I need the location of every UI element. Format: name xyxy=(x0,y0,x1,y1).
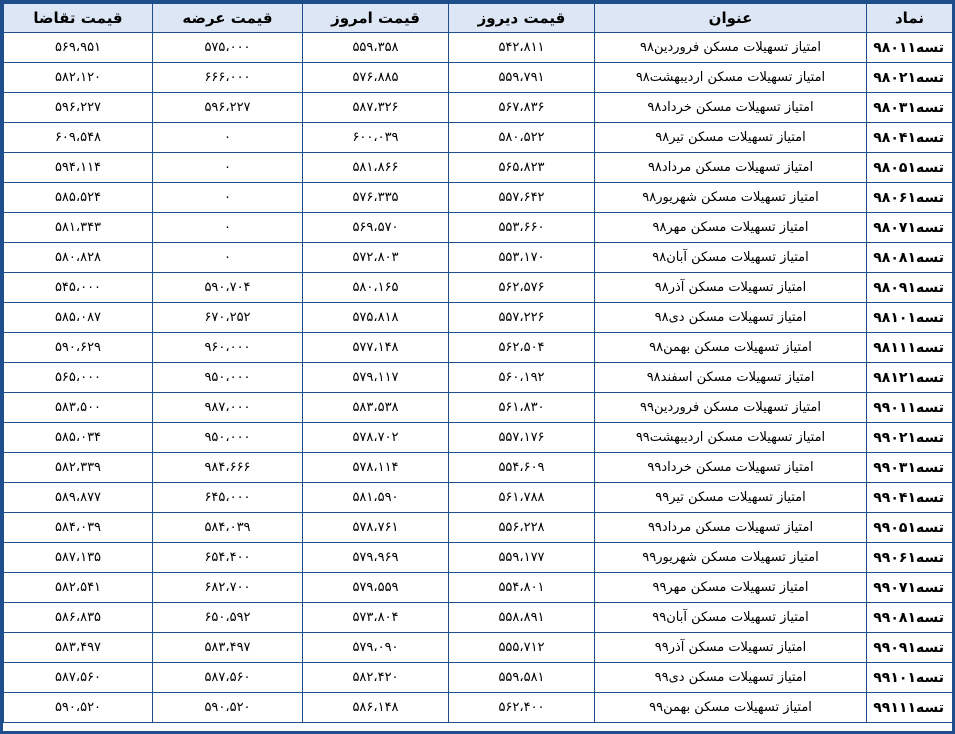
cell-title: امتیاز تسهیلات مسکن دی۹۹ xyxy=(595,663,867,693)
cell-title: امتیاز تسهیلات مسکن آبان۹۹ xyxy=(595,603,867,633)
cell-title: امتیاز تسهیلات مسکن دی۹۸ xyxy=(595,303,867,333)
header-ask-price: قیمت عرضه xyxy=(153,4,303,33)
table-row xyxy=(4,93,953,123)
cell-symbol: تسه۹۹۰۵۱ xyxy=(867,513,953,543)
cell-yesterday-price: ۵۵۳،۱۷۰ xyxy=(449,243,595,273)
cell-symbol: تسه۹۸۰۳۱ xyxy=(867,93,953,123)
cell-title: امتیاز تسهیلات مسکن شهریور۹۹ xyxy=(595,543,867,573)
cell-ask-price: ۰ xyxy=(153,243,303,273)
cell-today-price: ۶۰۰،۰۳۹ xyxy=(303,123,449,153)
table-row xyxy=(4,243,953,273)
cell-today-price: ۵۷۹،۱۱۷ xyxy=(303,363,449,393)
cell-today-price: ۵۶۹،۵۷۰ xyxy=(303,213,449,243)
cell-today-price: ۵۸۲،۴۲۰ xyxy=(303,663,449,693)
cell-today-price: ۵۷۲،۸۰۳ xyxy=(303,243,449,273)
cell-ask-price: ۹۵۰،۰۰۰ xyxy=(153,423,303,453)
cell-yesterday-price: ۵۶۷،۸۳۶ xyxy=(449,93,595,123)
cell-yesterday-price: ۵۵۹،۷۹۱ xyxy=(449,63,595,93)
table-row xyxy=(4,393,953,423)
cell-symbol: تسه۹۸۰۵۱ xyxy=(867,153,953,183)
cell-bid-price: ۵۸۳،۵۰۰ xyxy=(4,393,153,423)
cell-yesterday-price: ۵۶۵،۸۲۳ xyxy=(449,153,595,183)
cell-title: امتیاز تسهیلات مسکن بهمن۹۸ xyxy=(595,333,867,363)
cell-today-price: ۵۵۹،۳۵۸ xyxy=(303,33,449,63)
cell-title: امتیاز تسهیلات مسکن مرداد۹۹ xyxy=(595,513,867,543)
cell-yesterday-price: ۵۶۰،۱۹۲ xyxy=(449,363,595,393)
cell-symbol: تسه۹۸۱۱۱ xyxy=(867,333,953,363)
cell-symbol: تسه۹۹۰۸۱ xyxy=(867,603,953,633)
cell-today-price: ۵۷۸،۷۰۲ xyxy=(303,423,449,453)
cell-yesterday-price: ۵۵۶،۲۲۸ xyxy=(449,513,595,543)
header-yesterday-price: قیمت دیروز xyxy=(449,4,595,33)
cell-bid-price: ۵۸۲،۳۳۹ xyxy=(4,453,153,483)
cell-ask-price: ۶۶۶،۰۰۰ xyxy=(153,63,303,93)
cell-symbol: تسه۹۸۰۸۱ xyxy=(867,243,953,273)
cell-yesterday-price: ۵۵۳،۶۶۰ xyxy=(449,213,595,243)
cell-today-price: ۵۷۹،۵۵۹ xyxy=(303,573,449,603)
cell-ask-price: ۵۸۷،۵۶۰ xyxy=(153,663,303,693)
cell-ask-price: ۵۷۵،۰۰۰ xyxy=(153,33,303,63)
cell-bid-price: ۵۸۵،۰۸۷ xyxy=(4,303,153,333)
cell-yesterday-price: ۵۵۵،۷۱۲ xyxy=(449,633,595,663)
cell-title: امتیاز تسهیلات مسکن مرداد۹۸ xyxy=(595,153,867,183)
cell-yesterday-price: ۵۵۷،۱۷۶ xyxy=(449,423,595,453)
cell-yesterday-price: ۵۵۷،۶۴۲ xyxy=(449,183,595,213)
cell-ask-price: ۶۸۲،۷۰۰ xyxy=(153,573,303,603)
cell-ask-price: ۵۹۰،۵۲۰ xyxy=(153,693,303,723)
cell-symbol: تسه۹۹۰۹۱ xyxy=(867,633,953,663)
table-row xyxy=(4,123,953,153)
cell-ask-price: ۰ xyxy=(153,153,303,183)
cell-title: امتیاز تسهیلات مسکن فروردین۹۹ xyxy=(595,393,867,423)
cell-ask-price: ۶۵۰،۵۹۲ xyxy=(153,603,303,633)
header-symbol: نماد xyxy=(867,4,953,33)
cell-bid-price: ۵۸۷،۵۶۰ xyxy=(4,663,153,693)
cell-title: امتیاز تسهیلات مسکن مهر۹۹ xyxy=(595,573,867,603)
cell-symbol: تسه۹۹۰۳۱ xyxy=(867,453,953,483)
cell-ask-price: ۶۷۰،۲۵۲ xyxy=(153,303,303,333)
cell-yesterday-price: ۵۴۲،۸۱۱ xyxy=(449,33,595,63)
table-body xyxy=(4,33,953,723)
table-row xyxy=(4,543,953,573)
cell-title: امتیاز تسهیلات مسکن تیر۹۸ xyxy=(595,123,867,153)
cell-today-price: ۵۸۱،۵۹۰ xyxy=(303,483,449,513)
header-bid-price: قیمت تقاضا xyxy=(4,4,153,33)
cell-yesterday-price: ۵۶۱،۸۳۰ xyxy=(449,393,595,423)
cell-title: امتیاز تسهیلات مسکن آبان۹۸ xyxy=(595,243,867,273)
cell-yesterday-price: ۵۵۹،۱۷۷ xyxy=(449,543,595,573)
cell-ask-price: ۰ xyxy=(153,183,303,213)
cell-bid-price: ۵۹۴،۱۱۴ xyxy=(4,153,153,183)
cell-symbol: تسه۹۹۰۴۱ xyxy=(867,483,953,513)
cell-today-price: ۵۷۷،۱۴۸ xyxy=(303,333,449,363)
cell-bid-price: ۵۶۹،۹۵۱ xyxy=(4,33,153,63)
table-row xyxy=(4,153,953,183)
cell-yesterday-price: ۵۵۸،۸۹۱ xyxy=(449,603,595,633)
table-row xyxy=(4,423,953,453)
cell-bid-price: ۵۸۶،۸۳۵ xyxy=(4,603,153,633)
cell-bid-price: ۵۸۵،۰۳۴ xyxy=(4,423,153,453)
cell-bid-price: ۵۸۳،۴۹۷ xyxy=(4,633,153,663)
cell-today-price: ۵۸۰،۱۶۵ xyxy=(303,273,449,303)
cell-symbol: تسه۹۸۱۰۱ xyxy=(867,303,953,333)
cell-title: امتیاز تسهیلات مسکن اردیبهشت۹۹ xyxy=(595,423,867,453)
cell-title: امتیاز تسهیلات مسکن خرداد۹۹ xyxy=(595,453,867,483)
cell-bid-price: ۵۹۰،۶۲۹ xyxy=(4,333,153,363)
cell-ask-price: ۰ xyxy=(153,213,303,243)
cell-today-price: ۵۸۱،۸۶۶ xyxy=(303,153,449,183)
cell-title: امتیاز تسهیلات مسکن تیر۹۹ xyxy=(595,483,867,513)
cell-today-price: ۵۷۹،۰۹۰ xyxy=(303,633,449,663)
cell-symbol: تسه۹۹۱۱۱ xyxy=(867,693,953,723)
header-today-price: قیمت امروز xyxy=(303,4,449,33)
cell-title: امتیاز تسهیلات مسکن بهمن۹۹ xyxy=(595,693,867,723)
cell-ask-price: ۰ xyxy=(153,123,303,153)
table-row xyxy=(4,303,953,333)
cell-yesterday-price: ۵۶۲،۵۰۴ xyxy=(449,333,595,363)
cell-ask-price: ۹۵۰،۰۰۰ xyxy=(153,363,303,393)
cell-ask-price: ۵۹۰،۷۰۴ xyxy=(153,273,303,303)
table-row xyxy=(4,453,953,483)
cell-symbol: تسه۹۸۰۲۱ xyxy=(867,63,953,93)
cell-title: امتیاز تسهیلات مسکن آذر۹۸ xyxy=(595,273,867,303)
cell-symbol: تسه۹۸۰۴۱ xyxy=(867,123,953,153)
cell-symbol: تسه۹۹۱۰۱ xyxy=(867,663,953,693)
cell-today-price: ۵۷۵،۸۱۸ xyxy=(303,303,449,333)
cell-bid-price: ۵۸۹،۸۷۷ xyxy=(4,483,153,513)
cell-symbol: تسه۹۹۰۷۱ xyxy=(867,573,953,603)
cell-symbol: تسه۹۹۰۶۱ xyxy=(867,543,953,573)
cell-ask-price: ۵۹۶،۲۲۷ xyxy=(153,93,303,123)
table-row xyxy=(4,603,953,633)
cell-symbol: تسه۹۸۱۲۱ xyxy=(867,363,953,393)
cell-today-price: ۵۸۷،۳۲۶ xyxy=(303,93,449,123)
cell-bid-price: ۵۸۰،۸۲۸ xyxy=(4,243,153,273)
cell-bid-price: ۵۹۶،۲۲۷ xyxy=(4,93,153,123)
cell-today-price: ۵۷۶،۸۸۵ xyxy=(303,63,449,93)
cell-today-price: ۵۷۸،۱۱۴ xyxy=(303,453,449,483)
cell-ask-price: ۶۴۵،۰۰۰ xyxy=(153,483,303,513)
cell-ask-price: ۹۶۰،۰۰۰ xyxy=(153,333,303,363)
cell-yesterday-price: ۵۵۴،۶۰۹ xyxy=(449,453,595,483)
cell-bid-price: ۶۰۹،۵۴۸ xyxy=(4,123,153,153)
cell-bid-price: ۵۹۰،۵۲۰ xyxy=(4,693,153,723)
table-row xyxy=(4,363,953,393)
table-row xyxy=(4,513,953,543)
cell-today-price: ۵۸۳،۵۳۸ xyxy=(303,393,449,423)
cell-today-price: ۵۷۳،۸۰۴ xyxy=(303,603,449,633)
housing-facility-price-table xyxy=(3,3,953,723)
cell-bid-price: ۵۸۷،۱۳۵ xyxy=(4,543,153,573)
cell-symbol: تسه۹۸۰۹۱ xyxy=(867,273,953,303)
cell-ask-price: ۵۸۳،۴۹۷ xyxy=(153,633,303,663)
cell-yesterday-price: ۵۵۷،۲۲۶ xyxy=(449,303,595,333)
cell-title: امتیاز تسهیلات مسکن خرداد۹۸ xyxy=(595,93,867,123)
cell-bid-price: ۵۴۵،۰۰۰ xyxy=(4,273,153,303)
cell-symbol: تسه۹۹۰۲۱ xyxy=(867,423,953,453)
cell-bid-price: ۵۸۵،۵۲۴ xyxy=(4,183,153,213)
cell-symbol: تسه۹۸۰۱۱ xyxy=(867,33,953,63)
table-row xyxy=(4,33,953,63)
cell-title: امتیاز تسهیلات مسکن فروردین۹۸ xyxy=(595,33,867,63)
table-row xyxy=(4,273,953,303)
cell-ask-price: ۵۸۴،۰۳۹ xyxy=(153,513,303,543)
cell-today-price: ۵۸۶،۱۴۸ xyxy=(303,693,449,723)
cell-today-price: ۵۷۸،۷۶۱ xyxy=(303,513,449,543)
cell-yesterday-price: ۵۸۰،۵۲۲ xyxy=(449,123,595,153)
table-row xyxy=(4,693,953,723)
cell-today-price: ۵۷۹،۹۶۹ xyxy=(303,543,449,573)
cell-ask-price: ۶۵۴،۴۰۰ xyxy=(153,543,303,573)
cell-bid-price: ۵۶۵،۰۰۰ xyxy=(4,363,153,393)
table-row xyxy=(4,633,953,663)
cell-bid-price: ۵۸۱،۳۴۳ xyxy=(4,213,153,243)
table-row xyxy=(4,333,953,363)
cell-title: امتیاز تسهیلات مسکن مهر۹۸ xyxy=(595,213,867,243)
cell-title: امتیاز تسهیلات مسکن آذر۹۹ xyxy=(595,633,867,663)
cell-symbol: تسه۹۹۰۱۱ xyxy=(867,393,953,423)
table-row xyxy=(4,663,953,693)
cell-yesterday-price: ۵۵۴،۸۰۱ xyxy=(449,573,595,603)
cell-symbol: تسه۹۸۰۶۱ xyxy=(867,183,953,213)
table-row xyxy=(4,183,953,213)
cell-ask-price: ۹۸۷،۰۰۰ xyxy=(153,393,303,423)
cell-yesterday-price: ۵۶۲،۴۰۰ xyxy=(449,693,595,723)
cell-bid-price: ۵۸۲،۵۴۱ xyxy=(4,573,153,603)
table-header-row xyxy=(4,4,953,33)
table-row xyxy=(4,483,953,513)
cell-symbol: تسه۹۸۰۷۱ xyxy=(867,213,953,243)
table-row xyxy=(4,63,953,93)
cell-bid-price: ۵۸۲،۱۲۰ xyxy=(4,63,153,93)
cell-yesterday-price: ۵۶۱،۷۸۸ xyxy=(449,483,595,513)
cell-title: امتیاز تسهیلات مسکن شهریور۹۸ xyxy=(595,183,867,213)
cell-title: امتیاز تسهیلات مسکن اردیبهشت۹۸ xyxy=(595,63,867,93)
table-row xyxy=(4,573,953,603)
table-row xyxy=(4,213,953,243)
cell-title: امتیاز تسهیلات مسکن اسفند۹۸ xyxy=(595,363,867,393)
cell-yesterday-price: ۵۵۹،۵۸۱ xyxy=(449,663,595,693)
cell-yesterday-price: ۵۶۲،۵۷۶ xyxy=(449,273,595,303)
cell-today-price: ۵۷۶،۳۳۵ xyxy=(303,183,449,213)
header-title: عنوان xyxy=(595,4,867,33)
cell-ask-price: ۹۸۴،۶۶۶ xyxy=(153,453,303,483)
cell-bid-price: ۵۸۴،۰۳۹ xyxy=(4,513,153,543)
